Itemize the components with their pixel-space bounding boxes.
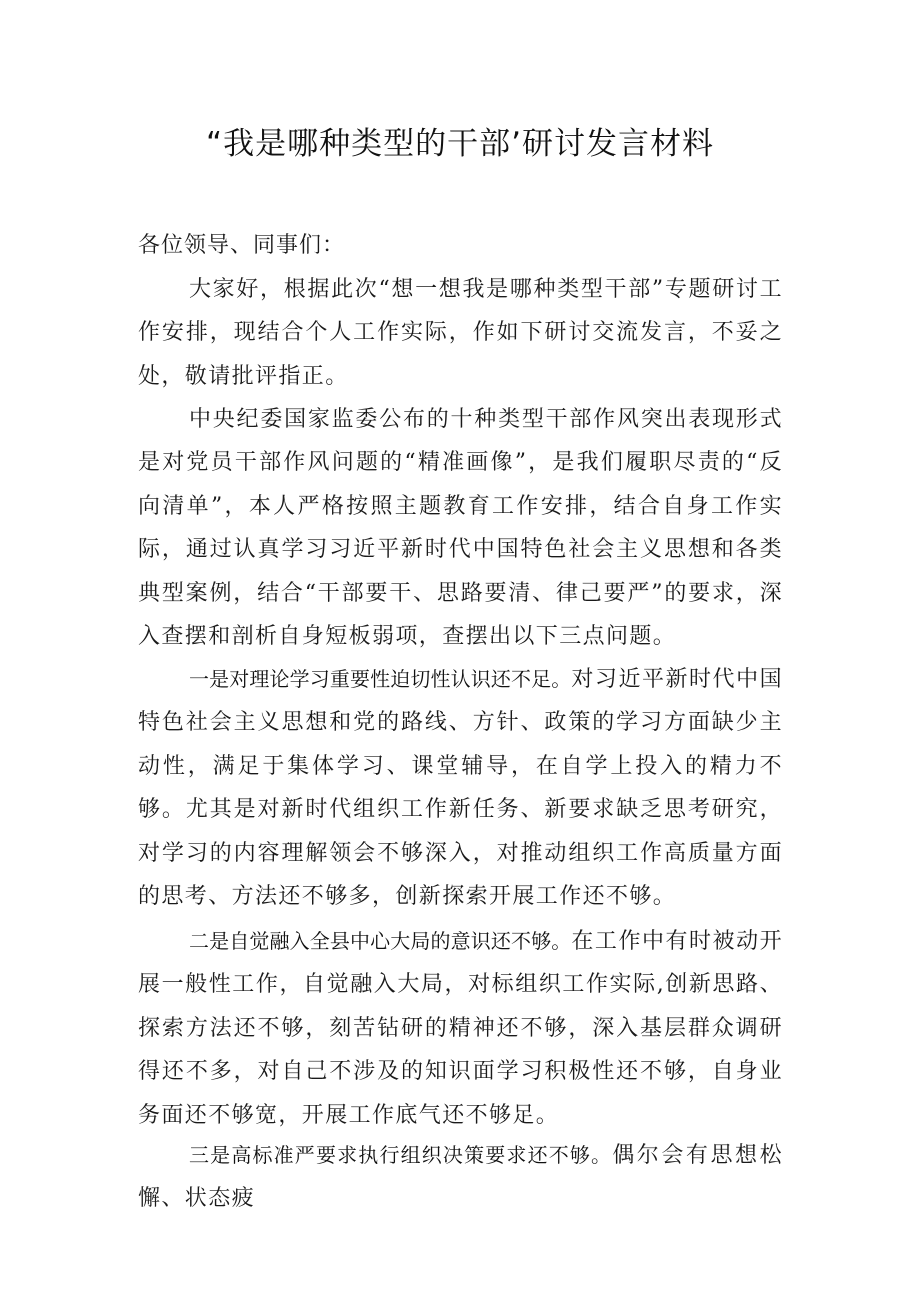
paragraph-text: 中央纪委国家监委公布的十种类型干部作风突出表现形式是对党员干部作风问题的“精准画像”，是我们履职尽责的“反向清单”，本人严格按照主题教育工作安排，结合自身工作实际，通过认真学习习近平新时代中国特色社会主义思想和各类典型案例，结合“干部要干、思路要清、律己要严”的要求，深入查摆和剖析自身短板弱项，查摆出以下三点问题。 <box>138 407 783 650</box>
document-title: “我是哪种类型的干部’研讨发言材料 <box>206 126 714 162</box>
paragraph-lead: 二是自觉融入全县中心大局的意识还不够。 <box>189 929 572 953</box>
paragraph-overview <box>138 398 783 658</box>
salutation: 各位领导、同事们： <box>138 233 346 258</box>
paragraph-issue-one <box>138 658 783 918</box>
paragraph-text: 对习近平新时代中国特色社会主义思想和党的路线、方针、政策的学习方面缺少主动性，满足于集体学习、课堂辅导，在自学上投入的精力不够。尤其是对新时代组织工作新任务、新要求缺乏思考研究，对学习的内容理解领会不够深入，对推动组织工作高质量方面的思考、方法还不够多，创新探索开展工作还不够。 <box>138 667 783 910</box>
paragraph-lead: 一是对理论学习重要性迫切性认识还不足。 <box>189 667 572 691</box>
paragraph-lead: 三是高标准严要求执行组织决策要求还不够。 <box>189 1143 613 1167</box>
paragraph-greeting <box>138 268 783 398</box>
paragraph-text: 大家好，根据此次“想一想我是哪种类型干部”专题研讨工作安排，现结合个人工作实际，作如下研讨交流发言，不妥之处，敬请批评指正。 <box>138 277 783 389</box>
paragraph-text: 在工作中有时被动开展一般性工作，自觉融入大局，对标组织工作实际,创新思路、探索方法还不够，刻苦钻研的精神还不够，深入基层群众调研得还不多，对自己不涉及的知识面学习积极性还不够，自身业务面还不够宽，开展工作底气还不够足。 <box>138 929 783 1128</box>
paragraph-issue-two <box>138 920 783 1137</box>
paragraph-text: 偶尔会有思想松懈、状态疲 <box>138 1143 784 1212</box>
paragraph-issue-three <box>138 1134 783 1221</box>
